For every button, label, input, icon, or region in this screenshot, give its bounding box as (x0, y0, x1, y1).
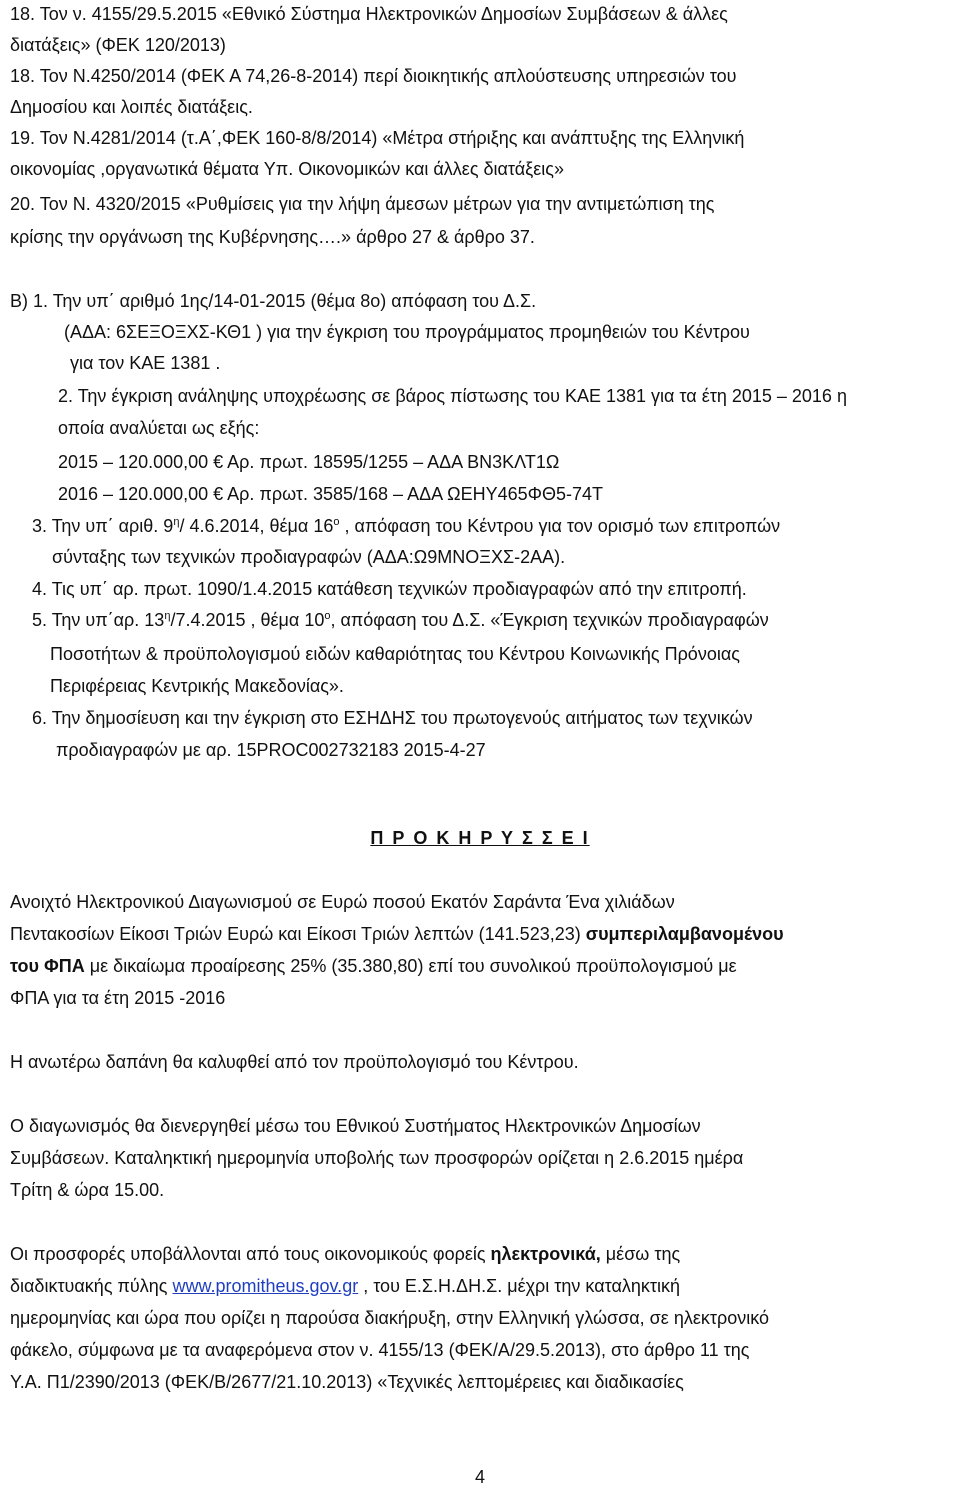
section-b-item-2: 2. Την έγκριση ανάληψης υποχρέωσης σε βάρος πίστωσης του ΚΑΕ 1381 για τα έτη 2015 – 2016 η (58, 386, 847, 406)
para1-line1: Ανοιχτό Ηλεκτρονικού Διαγωνισμού σε Ευρώ ποσού Εκατόν Σαράντα Ένα χιλιάδων (10, 892, 675, 912)
section-b-item-3: 3. Την υπ΄ αριθ. $9^\eta/$ 4.6.2014, θέμα $16^o$ , απόφαση του Κέντρου για τον ορισμό των επιτροπών (32, 516, 781, 536)
para1-line4: ΦΠΑ για τα έτη 2015 -2016 (10, 988, 226, 1008)
section-b-item-1: Β) 1. Την υπ΄ αριθμό 1ης/14-01-2015 (θέμα 8ο) απόφαση του Δ.Σ. (10, 291, 537, 311)
section-b-item-5-cont: Ποσοτήτων & προϋπολογισμού ειδών καθαριότητας του Κέντρου Κοινωνικής Πρόνοιας (50, 644, 740, 664)
para4-line4: φάκελο, σύμφωνα με τα αναφερόμενα στον ν. 4155/13 (ΦΕΚ/Α/29.5.2013), στο άρθρο 11 της (10, 1340, 750, 1360)
para4-line3: ημερομηνίας και ώρα που ορίζει η παρούσα διακήρυξη, στην Ελληνική γλώσσα, σε ηλεκτρονικό (10, 1308, 770, 1328)
para1-line3: του ΦΠΑ με δικαίωμα προαίρεσης 25% (35.380,80) επί του συνολικού προϋπολογισμού με (10, 956, 737, 976)
promitheus-link[interactable]: www.promitheus.gov.gr (172, 1276, 359, 1296)
list-item-18b: 18. Τον Ν.4250/2014 (ΦΕΚ Α 74,26-8-2014) περί διοικητικής απλούστευσης υπηρεσιών του (10, 66, 737, 86)
para4-line2: διαδικτυακής πύλης www.promitheus.gov.gr , του Ε.Σ.Η.ΔΗ.Σ. μέχρι την καταληκτική (10, 1276, 680, 1296)
list-item-19-cont: οικονομίας ,οργανωτικά θέματα Υπ. Οικονομικών και άλλες διατάξεις» (10, 159, 564, 179)
section-b-item-1-cont: (ΑΔΑ: 6ΣΕΞΟΞΧΣ-ΚΘ1 ) για την έγκριση του προγράμματος προμηθειών του Κέντρου (64, 322, 750, 342)
section-b-item-3-cont: σύνταξης των τεχνικών προδιαγραφών (ΑΔΑ:Ω9ΜΝΟΞΧΣ-2ΑΑ). (52, 547, 566, 567)
page-title: Π Ρ Ο Κ Η Ρ Υ Σ Σ Ε Ι (370, 828, 590, 848)
para4-line5: Υ.Α. Π1/2390/2013 (ΦΕΚ/Β/2677/21.10.2013) «Τεχνικές λεπτομέρειες και διαδικασίες (10, 1372, 684, 1392)
section-b-item-6: 6. Την δημοσίευση και την έγκριση στο ΕΣΗΔΗΣ του πρωτογενούς αιτήματος των τεχνικών (32, 708, 753, 728)
para4-line1: Οι προσφορές υποβάλλονται από τους οικονομικούς φορείς ηλεκτρονικά, μέσω της (10, 1244, 681, 1264)
section-b-item-4: 4. Τις υπ΄ αρ. πρωτ. 1090/1.4.2015 κατάθεση τεχνικών προδιαγραφών από την επιτροπή. (32, 579, 747, 599)
page-number: 4 (474, 1467, 485, 1487)
section-b-item-1-cont2: για τον ΚΑΕ 1381 . (70, 353, 221, 373)
para2: Η ανωτέρω δαπάνη θα καλυφθεί από τον προϋπολογισμό του Κέντρου. (10, 1052, 579, 1072)
section-b-item-6-cont: προδιαγραφών με αρ. 15PROC002732183 2015-4-27 (56, 740, 486, 760)
list-item-20-cont: κρίσης την οργάνωση της Κυβέρνησης….» άρθρο 27 & άρθρο 37. (10, 227, 535, 247)
section-b-item-2-cont: οποία αναλύεται ως εξής: (58, 418, 260, 438)
list-item-20: 20. Τον Ν. 4320/2015 «Ρυθμίσεις για την λήψη άμεσων μέτρων για την αντιμετώπιση της (10, 194, 715, 214)
budget-line-2015: 2015 – 120.000,00 € Αρ. πρωτ. 18595/1255 – ΑΔΑ ΒΝ3ΚΛΤ1Ω (58, 452, 560, 472)
list-item-19: 19. Τον Ν.4281/2014 (τ.Α΄,ΦΕΚ 160-8/8/2014) «Μέτρα στήριξης και ανάπτυξης της Ελληνική (10, 128, 745, 148)
section-b-item-5-cont2: Περιφέρειας Κεντρικής Μακεδονίας». (50, 676, 344, 696)
para3-line2: Συμβάσεων. Καταληκτική ημερομηνία υποβολής των προσφορών ορίζεται η 2.6.2015 ημέρα (10, 1148, 744, 1168)
budget-line-2016: 2016 – 120.000,00 € Αρ. πρωτ. 3585/168 – ΑΔΑ ΩΕΗΥ465ΦΘ5-74Τ (58, 484, 604, 504)
section-b-item-5: 5. Την υπ΄αρ. $13^\eta/7.4.2015$ , θέμα $10^o$, απόφαση του Δ.Σ. «Έγκριση τεχνικών προδιαγραφών (32, 610, 769, 630)
para1-line2: Πεντακοσίων Είκοσι Τριών Ευρώ και Είκοσι Τριών λεπτών (141.523,23) συμπεριλαμβανομένου (10, 924, 784, 944)
para3-line3: Τρίτη & ώρα 15.00. (10, 1180, 165, 1200)
list-item-18b-cont: Δημοσίου και λοιπές διατάξεις. (10, 97, 253, 117)
list-item-18a-cont: διατάξεις» (ΦΕΚ 120/2013) (10, 35, 226, 55)
para3-line1: Ο διαγωνισμός θα διενεργηθεί μέσω του Εθνικού Συστήματος Ηλεκτρονικών Δημοσίων (10, 1116, 701, 1136)
list-item-18a: 18. Τον ν. 4155/29.5.2015 «Εθνικό Σύστημα Ηλεκτρονικών Δημοσίων Συμβάσεων & άλλες (10, 4, 728, 24)
